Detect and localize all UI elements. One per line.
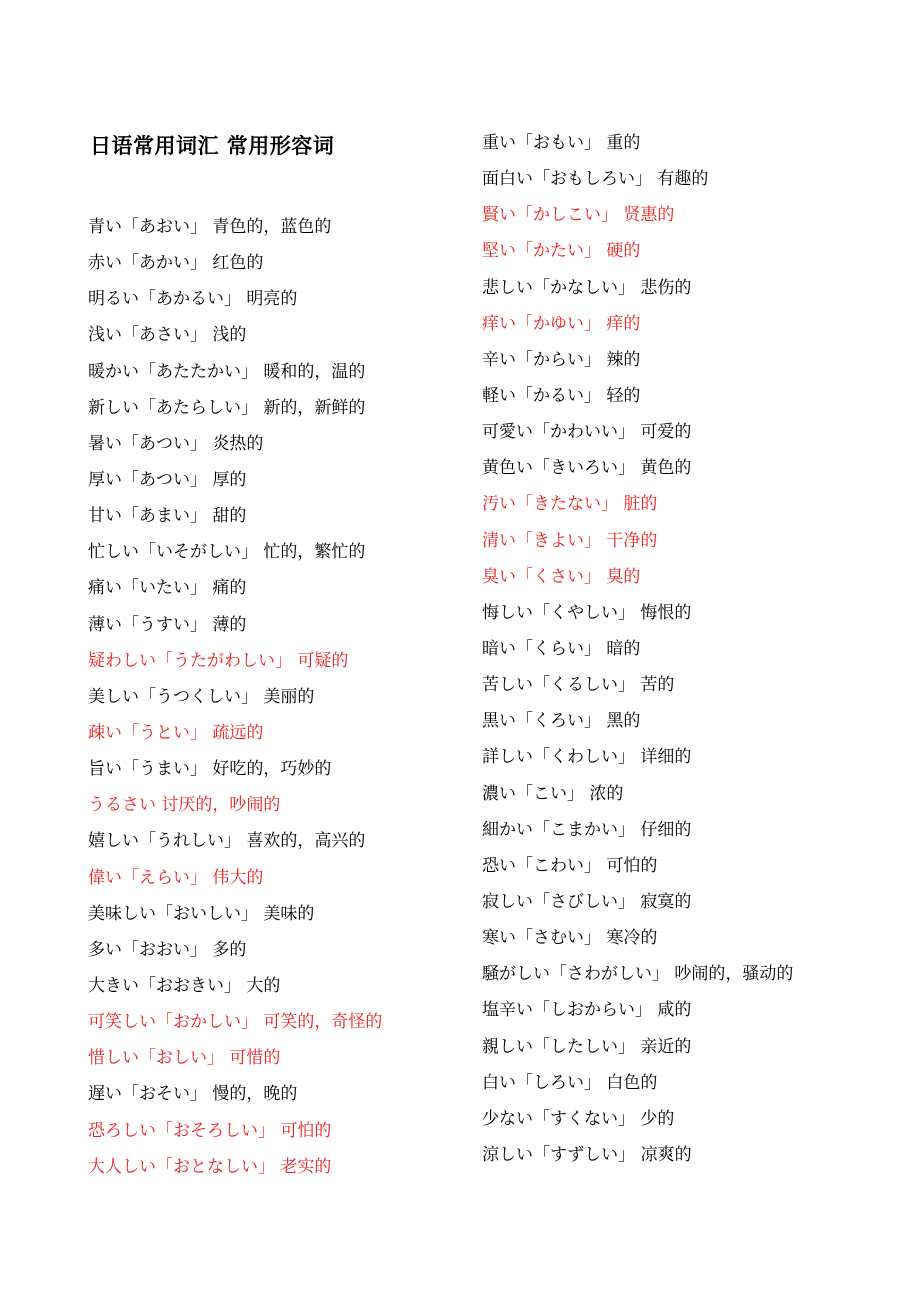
word-entry: 騒がしい「さわがしい」 吵闹的，骚动的	[482, 964, 794, 985]
word-entry: 明るい「あかるい」 明亮的	[88, 289, 298, 310]
word-entry: 黒い「くろい」 黑的	[482, 711, 641, 732]
word-entry: 黄色い「きいろい」 黄色的	[482, 458, 692, 479]
word-entry: 塩辛い「しおからい」 咸的	[482, 1000, 692, 1021]
word-entry: 清い「きよい」 干净的	[482, 530, 658, 551]
word-entry: 少ない「すくない」 少的	[482, 1108, 675, 1129]
word-entry: 苦しい「くるしい」 苦的	[482, 675, 675, 696]
word-entry: 辛い「からい」 辣的	[482, 349, 641, 370]
word-entry: 詳しい「くわしい」 详细的	[482, 747, 692, 768]
word-entry: 薄い「うすい」 薄的	[88, 614, 247, 635]
word-entry: 重い「おもい」 重的	[482, 133, 641, 153]
word-entry: 面白い「おもしろい」 有趣的	[482, 169, 709, 190]
word-entry: 大きい「おおきい」 大的	[88, 975, 281, 996]
word-entry: 賢い「かしこい」 贤惠的	[482, 205, 675, 226]
word-entry: 臭い「くさい」 臭的	[482, 566, 641, 587]
word-entry: 悔しい「くやしい」 悔恨的	[482, 602, 692, 623]
word-entry: 甘い「あまい」 甜的	[88, 506, 247, 527]
word-entry: 軽い「かるい」 轻的	[482, 385, 641, 406]
word-entry: 暗い「くらい」 暗的	[482, 638, 641, 659]
word-entry: 新しい「あたらしい」 新的，新鲜的	[88, 397, 366, 418]
word-entry: 美味しい「おいしい」 美味的	[88, 903, 315, 924]
word-entry: 堅い「かたい」 硬的	[482, 241, 641, 262]
word-entry: 疑わしい「うたがわしい」 可疑的	[88, 650, 349, 671]
right-word-list	[482, 125, 793, 1173]
word-entry: 白い「しろい」 白色的	[482, 1072, 658, 1093]
word-entry: 痛い「いたい」 痛的	[88, 578, 247, 599]
word-entry: 汚い「きたない」 脏的	[482, 494, 658, 515]
word-entry: 美しい「うつくしい」 美丽的	[88, 686, 315, 707]
word-entry: 寂しい「さびしい」 寂寞的	[482, 891, 692, 912]
word-entry: 寒い「さむい」 寒冷的	[482, 928, 658, 949]
left-word-list	[88, 209, 382, 1185]
word-entry: 暖かい「あたたかい」 暖和的，温的	[88, 361, 366, 382]
word-entry: 旨い「うまい」 好吃的，巧妙的	[88, 759, 332, 780]
word-entry: 青い「あおい」 青色的，蓝色的	[88, 217, 332, 237]
word-entry: 親しい「したしい」 亲近的	[482, 1036, 692, 1057]
word-entry: 疎い「うとい」 疏远的	[88, 722, 264, 743]
word-entry: 浅い「あさい」 浅的	[88, 325, 247, 346]
word-entry: 恐い「こわい」 可怕的	[482, 855, 658, 876]
word-entry: 大人しい「おとなしい」 老实的	[88, 1156, 332, 1177]
word-entry: 惜しい「おしい」 可惜的	[88, 1048, 281, 1069]
word-entry: 恐ろしい「おそろしい」 可怕的	[88, 1120, 332, 1141]
word-entry: 涼しい「すずしい」 凉爽的	[482, 1144, 692, 1165]
word-entry: 悲しい「かなしい」 悲伤的	[482, 277, 692, 298]
word-entry: 痒い「かゆい」 痒的	[482, 313, 641, 334]
word-entry: 遅い「おそい」 慢的，晚的	[88, 1084, 298, 1105]
page-title: 日语常用词汇 常用形容词	[90, 133, 335, 158]
word-entry: 細かい「こまかい」 仔细的	[482, 819, 692, 840]
word-entry: 可笑しい「おかしい」 可笑的，奇怪的	[88, 1012, 383, 1033]
word-entry: 多い「おおい」 多的	[88, 939, 247, 960]
word-entry: 忙しい「いそがしい」 忙的，繁忙的	[88, 542, 366, 563]
word-entry: 厚い「あつい」 厚的	[88, 469, 247, 490]
word-entry: 赤い「あかい」 红色的	[88, 253, 264, 274]
word-entry: 嬉しい「うれしい」 喜欢的，高兴的	[88, 831, 366, 852]
word-entry: 暑い「あつい」 炎热的	[88, 433, 264, 454]
word-entry: 可愛い「かわいい」 可爱的	[482, 422, 692, 443]
word-entry: うるさい 讨厌的，吵闹的	[88, 795, 281, 816]
word-entry: 濃い「こい」 浓的	[482, 783, 624, 804]
word-entry: 偉い「えらい」 伟大的	[88, 867, 264, 888]
